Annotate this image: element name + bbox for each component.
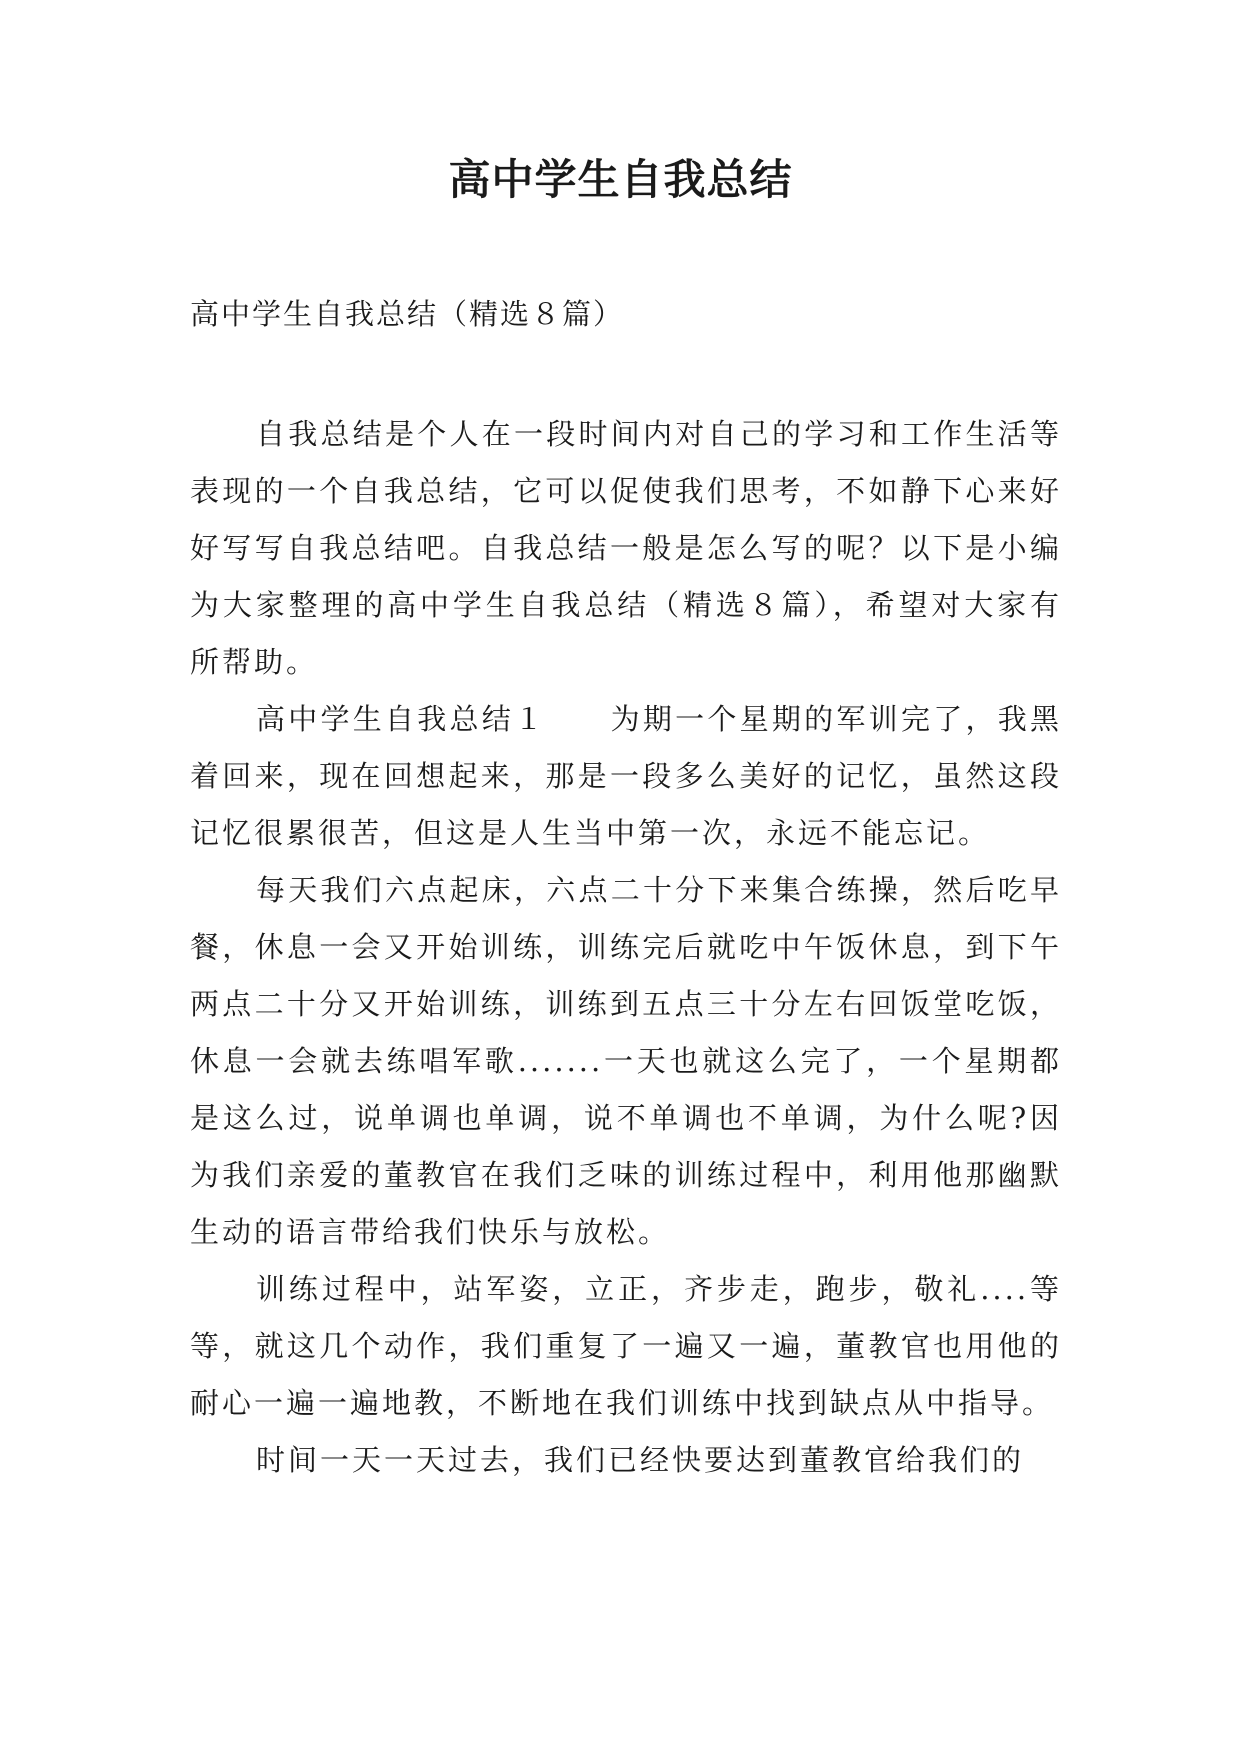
section-1-continuation: 这段记忆很累很苦，但这是人生当中第一次，永远不能忘记。 [190, 759, 1062, 850]
intro-paragraph: 自我总结是个人在一段时间内对自己的学习和工作生活等表现的一个自我总结，它可以促使我们思考，不如静下心来好好写写自我总结吧。自我总结一般是怎么写的呢？以下是小编为大家整理的高中学生自我总结（精选８篇），希望对大家有所帮助。 [190, 417, 1062, 679]
document-subtitle: 高中学生自我总结（精选８篇） [190, 297, 625, 331]
section-1-heading: 高中学生自我总结１ [256, 702, 547, 736]
document-body [190, 406, 1062, 1489]
time-passing-paragraph: 时间一天一天过去，我们已经快要达到董教官给我们的 [256, 1443, 1025, 1477]
section-1-paragraph [190, 691, 1062, 862]
page-title: 高中学生自我总结 [448, 155, 793, 204]
training-paragraph: 训练过程中，站军姿，立正，齐步走，跑步，敬礼....等等，就这几个动作，我们重复了一遍又一遍，董教官也用他的耐心一遍一遍地教，不断地在我们训练中找到缺点从中指导。 [190, 1272, 1062, 1420]
daily-routine-paragraph: 每天我们六点起床，六点二十分下来集合练操，然后吃早餐，休息一会又开始训练，训练完后就吃中午饭休息，到下午两点二十分又开始训练，训练到五点三十分左右回饭堂吃饭，休息一会就去练唱军歌.......一天也就这么完了，一个星期都是这么过，说单调也单调，说不单调也不单调，为什么呢?因为我们亲爱的董教官在我们乏味的训练过程中，利用他那幽默生动的语言带给我们快乐与放松。 [190, 873, 1062, 1249]
section-1-text: 为期一个星期的军训完了，我黑着回来，现在回想起来，那是一段多么美好的记忆，虽然 [190, 702, 1062, 793]
